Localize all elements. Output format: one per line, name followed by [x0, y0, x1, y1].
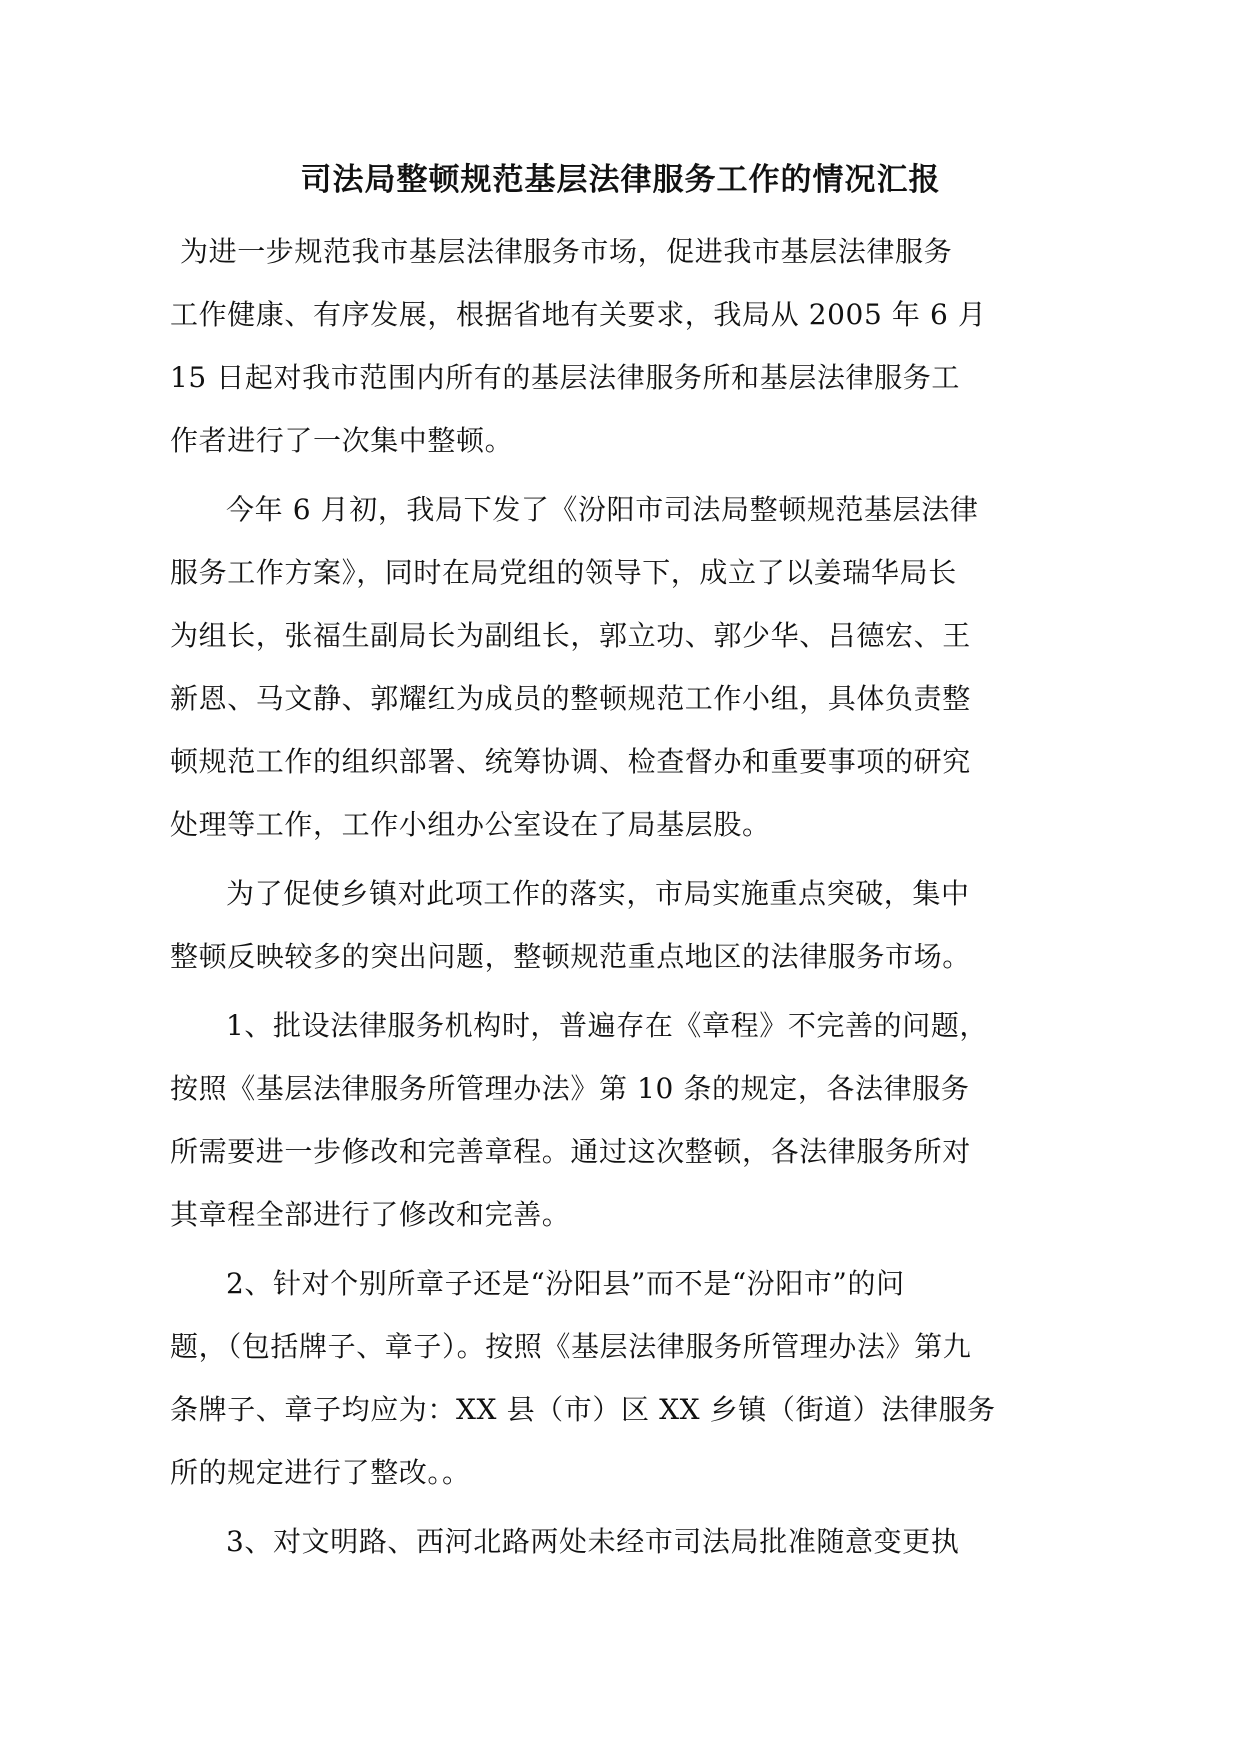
paragraph-line: 为组长，张福生副局长为副组长，郭立功、郭少华、吕德宏、王 — [170, 619, 971, 652]
paragraph-line: 工作健康、有序发展，根据省地有关要求，我局从 2005 年 6 月 — [170, 298, 987, 331]
paragraph-line: 其章程全部进行了修改和完善。 — [170, 1198, 571, 1231]
paragraph-line: 顿规范工作的组织部署、统筹协调、检查督办和重要事项的研究 — [170, 745, 971, 778]
paragraph-line: 作者进行了一次集中整顿。 — [170, 424, 514, 457]
paragraph-line: 15 日起对我市范围内所有的基层法律服务所和基层法律服务工 — [170, 361, 960, 394]
paragraph-line: 题，（包括牌子、章子）。按照《基层法律服务所管理办法》第九 — [170, 1330, 972, 1363]
paragraph-line: 所的规定进行了整改。。 — [170, 1456, 471, 1489]
paragraph-line: 1、批设法律服务机构时，普遍存在《章程》不完善的问题， — [226, 1009, 989, 1042]
paragraph-line: 处理等工作，工作小组办公室设在了局基层股。 — [170, 808, 771, 841]
paragraph-line: 为了促使乡镇对此项工作的落实，市局实施重点突破，集中 — [226, 877, 970, 910]
paragraph-line: 条牌子、章子均应为：XX 县（市）区 XX 乡镇（街道）法律服务 — [170, 1393, 996, 1426]
paragraph-line: 整顿反映较多的突出问题，整顿规范重点地区的法律服务市场。 — [170, 940, 971, 973]
document-title: 司法局整顿规范基层法律服务工作的情况汇报 — [300, 162, 941, 198]
paragraph-line: 按照《基层法律服务所管理办法》第 10 条的规定，各法律服务 — [170, 1072, 970, 1105]
paragraph-line: 新恩、马文静、郭耀红为成员的整顿规范工作小组，具体负责整 — [170, 682, 971, 715]
paragraph-line: 3、对文明路、西河北路两处未经市司法局批准随意变更执 — [226, 1525, 960, 1558]
paragraph-line: 所需要进一步修改和完善章程。通过这次整顿，各法律服务所对 — [170, 1135, 971, 1168]
paragraph-line: 服务工作方案》，同时在局党组的领导下，成立了以姜瑞华局长 — [170, 556, 957, 589]
paragraph-line: 今年 6 月初，我局下发了《汾阳市司法局整顿规范基层法律 — [226, 493, 979, 526]
paragraph-line: 为进一步规范我市基层法律服务市场，促进我市基层法律服务 — [180, 235, 953, 268]
paragraph-line: 2、针对个别所章子还是“汾阳县”而不是“汾阳市”的问 — [226, 1267, 905, 1300]
